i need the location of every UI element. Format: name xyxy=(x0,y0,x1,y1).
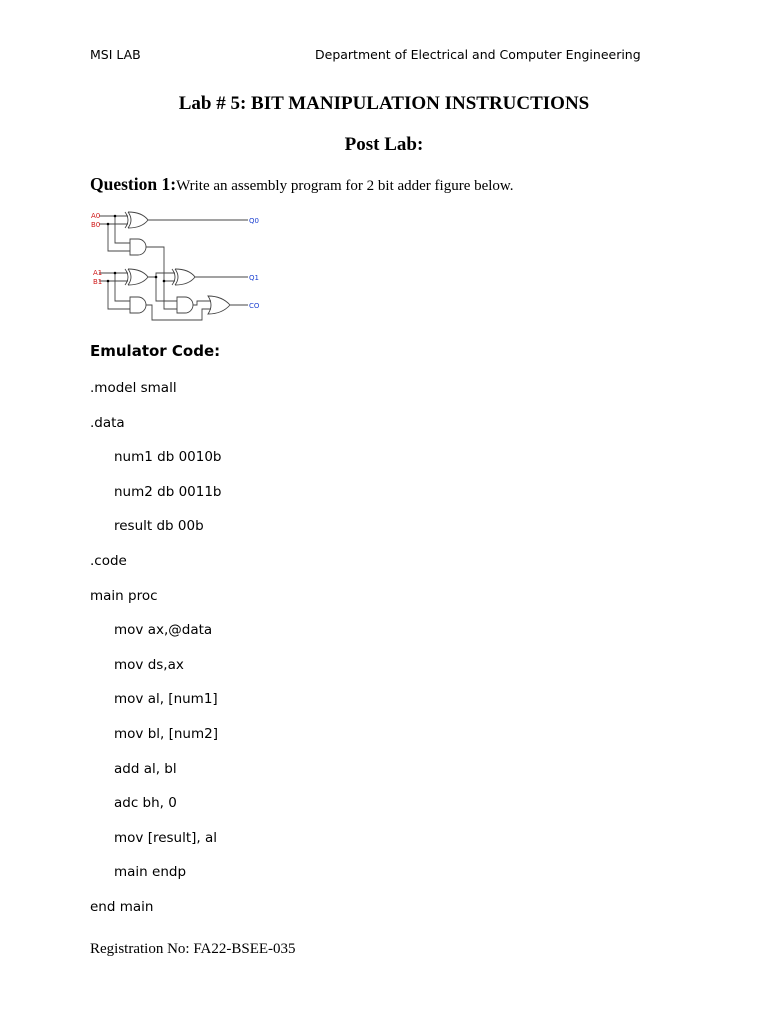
input-label-a0: A0 xyxy=(91,212,101,220)
code-line: .code xyxy=(90,553,127,569)
lab-title: Lab # 5: BIT MANIPULATION INSTRUCTIONS xyxy=(178,93,590,114)
code-line: num1 db 0010b xyxy=(114,449,222,466)
code-line: main endp xyxy=(114,864,187,881)
registration-number: Registration No: FA22-BSEE-035 xyxy=(90,941,296,957)
code-line: num2 db 0011b xyxy=(114,483,222,500)
input-label-b0: B0 xyxy=(91,221,101,229)
code-line: .model small xyxy=(90,380,177,396)
output-label-co: CO xyxy=(249,302,260,310)
header-department: Department of Electrical and Computer Engineering xyxy=(315,47,641,62)
code-line: mov ds,ax xyxy=(114,656,184,673)
code-line: adc bh, 0 xyxy=(114,795,177,812)
code-line: main proc xyxy=(90,587,158,604)
output-label-q1: Q1 xyxy=(249,274,259,282)
code-line: mov [result], al xyxy=(114,829,218,846)
question-label: Question 1: xyxy=(90,174,177,194)
code-line: mov al, [num1] xyxy=(114,691,218,708)
code-line: end main xyxy=(90,899,154,915)
input-label-a1: A1 xyxy=(93,269,103,277)
post-lab-heading: Post Lab: xyxy=(344,134,424,155)
input-label-b1: B1 xyxy=(93,278,103,286)
output-label-q0: Q0 xyxy=(249,217,259,225)
code-line: .data xyxy=(90,414,125,431)
code-line: add al, bl xyxy=(114,760,177,777)
question-1 xyxy=(90,174,514,195)
emulator-code-heading: Emulator Code: xyxy=(90,342,221,360)
code-line: mov ax,@data xyxy=(114,622,213,639)
code-line: result db 00b xyxy=(114,518,204,535)
code-line: mov bl, [num2] xyxy=(114,726,218,742)
header-lab-name: MSI LAB xyxy=(90,47,141,62)
question-text: Write an assembly program for 2 bit adder figure below. xyxy=(176,178,514,194)
two-bit-adder-circuit-diagram xyxy=(90,208,262,326)
